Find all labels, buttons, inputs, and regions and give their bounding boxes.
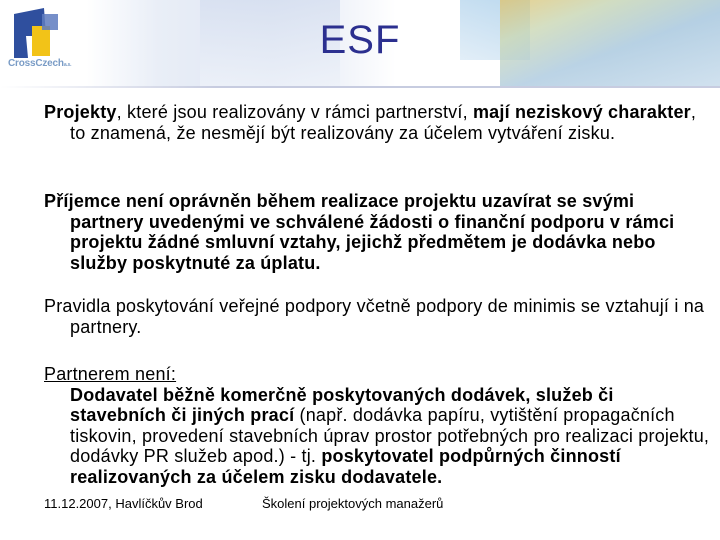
paragraph-not-partner <box>44 364 710 487</box>
p1-bold-2: mají neziskový charakter <box>472 102 691 122</box>
p4-bold-1: Dodavatel běžně komerčně poskytovaných dodávek, služeb či stavebních či jiných prací <box>70 384 614 425</box>
slide-title: ESF <box>319 18 401 62</box>
paragraph-projects <box>44 102 710 143</box>
logo-name: CrossCzech <box>8 58 64 69</box>
logo-suffix: a.s. <box>63 62 72 68</box>
header-divider <box>0 86 720 88</box>
p4-text-1: (např. dodávka papíru, vytištění propagačních tiskovin, provedení stavebních úprav prostor potřebných pro realizaci projektu, dodávky PR služeb apod.) - tj. <box>70 405 710 466</box>
paragraph-state-aid: Pravidla poskytování veřejné podpory včetně podpory de minimis se vztahují i na partnery. <box>44 296 705 337</box>
not-partner-heading: Partnerem není: <box>44 364 177 384</box>
header-banner <box>0 0 720 88</box>
p1-bold-1: Projekty <box>44 102 117 122</box>
p1-text-1: , které jsou realizovány v rámci partnerství, <box>116 102 473 122</box>
p1-text-2: , to znamená, že nesmějí být realizovány za účelem vytváření zisku. <box>70 102 697 143</box>
footer-date-place: 11.12.2007, Havlíčkův Brod <box>44 496 203 511</box>
paragraph-recipient: Příjemce není oprávněn během realizace projektu uzavírat se svými partnery uvedenými ve schválené žádosti o finanční podporu v rámci projektu žádné smluvní vztahy, jejichž předmětem je dodávka nebo služby poskytnuté za úplatu. <box>44 191 675 273</box>
footer-event: Školení projektových manažerů <box>262 496 444 511</box>
p4-bold-2: poskytovatel podpůrných činností realizovaných za účelem zisku dodavatele. <box>70 446 621 487</box>
